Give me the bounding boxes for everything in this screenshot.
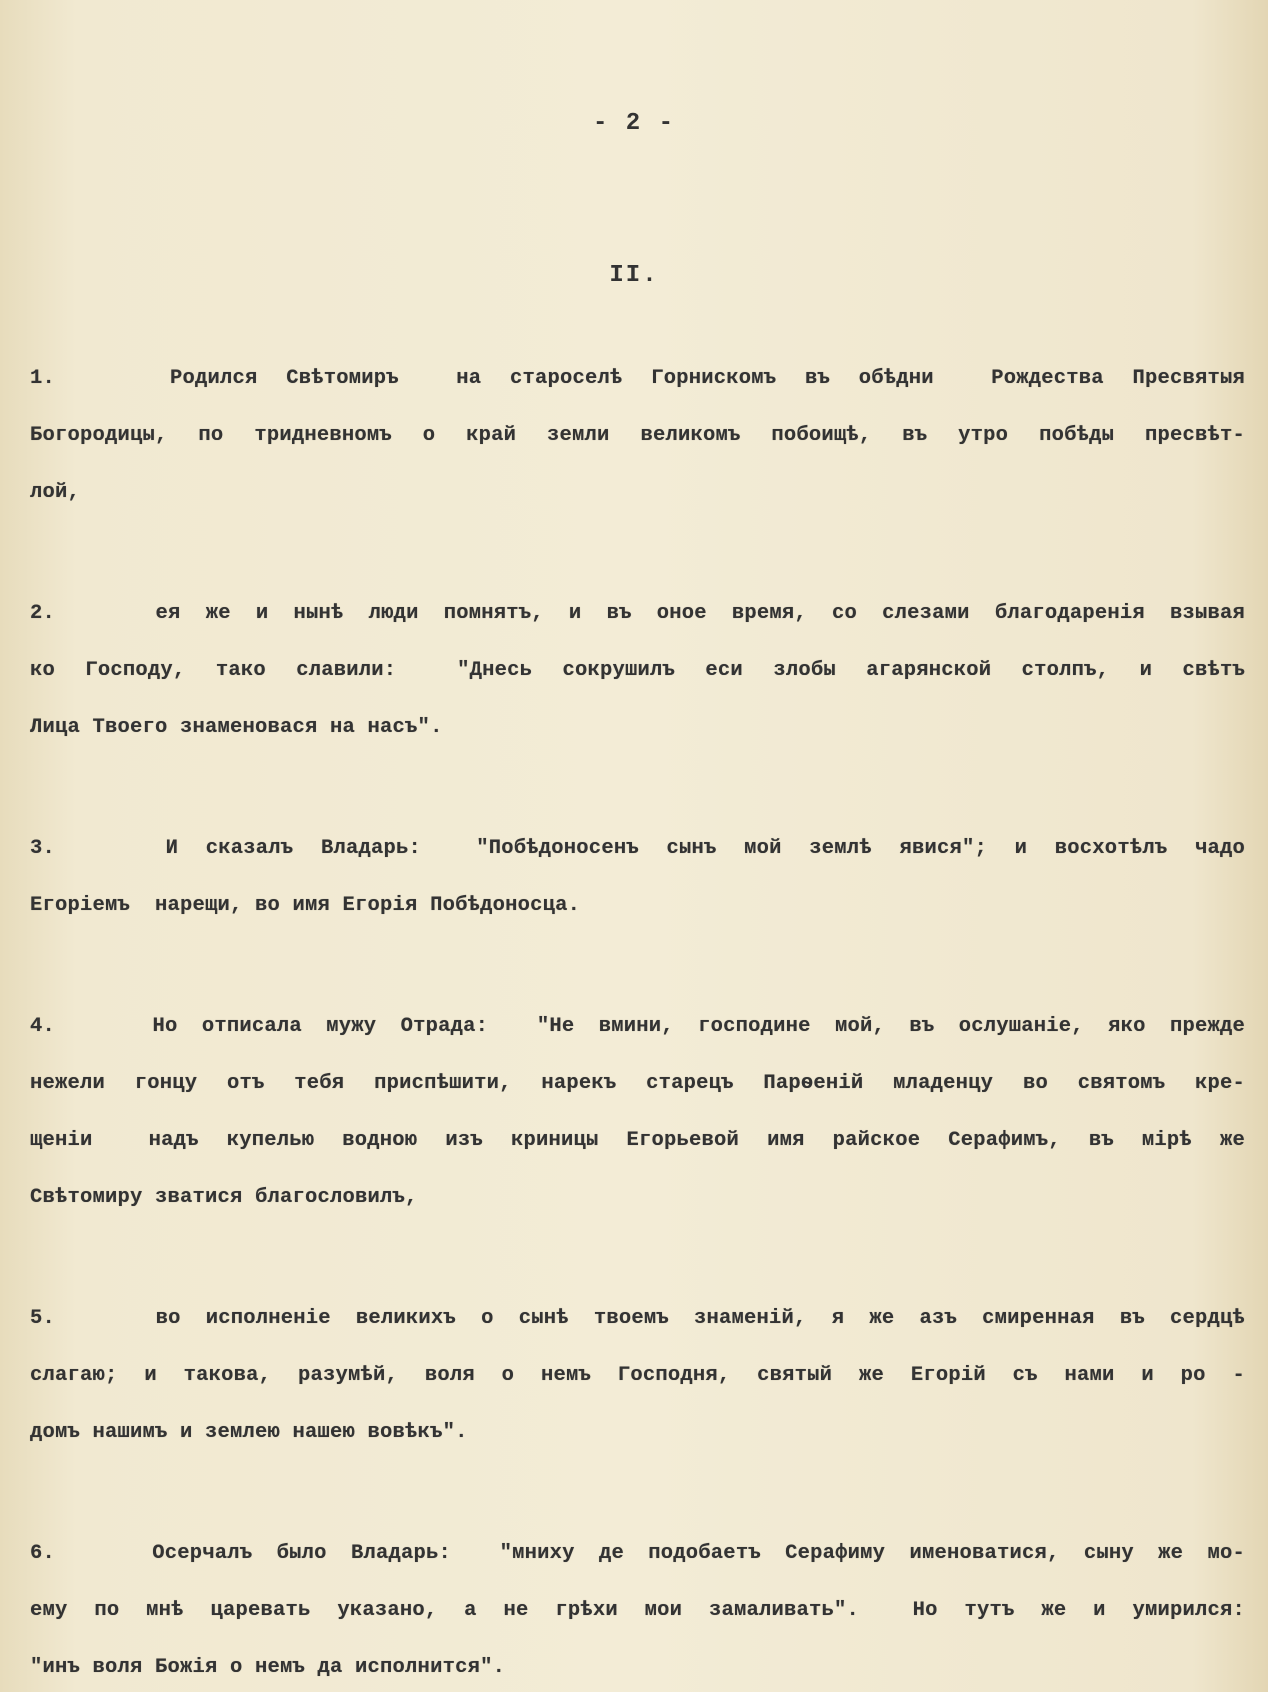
text-line: 5. во исполненіе великихъ о сынѣ твоемъ знаменій, я же азъ смиренная въ сердцѣ	[30, 1307, 1245, 1330]
text-line: слагаю; и такова, разумѣй, воля о немъ Господня, святый же Егорій съ нами и ро -	[30, 1364, 1245, 1387]
text-line: 4. Но отписала мужу Отрада: "Не вмини, господине мой, въ ослушаніе, яко прежде	[30, 1015, 1245, 1038]
text-line: нежели гонцу отъ тебя приспѣшити, нарекъ старецъ Парѳеній младенцу во святомъ кре-	[30, 1072, 1245, 1095]
text-line: Егоріемъ нарещи, во имя Егорія Побѣдоносца.	[30, 894, 581, 917]
paragraph-5	[30, 1290, 1245, 1461]
text-line: Богородицы, по тридневномъ о край земли великомъ побоищѣ, въ утро побѣды пресвѣт-	[30, 424, 1245, 447]
body-text	[30, 350, 1245, 1692]
chapter-heading: II.	[609, 262, 659, 289]
paragraph-1	[30, 350, 1245, 521]
text-line: домъ нашимъ и землею нашею вовѣкъ".	[30, 1421, 468, 1444]
paragraph-4	[30, 998, 1245, 1226]
text-line: ко Господу, тако славили: "Днесь сокрушилъ еси злобы агарянской столпъ, и свѣтъ	[30, 659, 1245, 682]
text-line: Лица Твоего знаменовася на насъ".	[30, 716, 443, 739]
paragraph-6	[30, 1525, 1245, 1692]
text-line: 1. Родился Свѣтомиръ на староселѣ Горнискомъ въ обѣдни Рождества Пресвятыя	[30, 367, 1245, 390]
text-line: лой,	[30, 481, 81, 504]
text-line: Свѣтомиру зватися благословилъ,	[30, 1186, 418, 1209]
text-line: 2. ея же и нынѣ люди помнятъ, и въ оное время, со слезами благодаренія взывая	[30, 602, 1245, 625]
text-line: 6. Осерчалъ было Владарь: "мниху де подобаетъ Серафиму именоватися, сыну же мо-	[30, 1542, 1245, 1565]
paragraph-2	[30, 585, 1245, 756]
text-line: щеніи надъ купелью водною изъ криницы Егорьевой имя райское Серафимъ, въ мірѣ же	[30, 1129, 1245, 1152]
paragraph-3	[30, 820, 1245, 934]
text-line: ему по мнѣ царевать указано, а не грѣхи мои замаливать". Но тутъ же и умирился:	[30, 1599, 1245, 1622]
page-number: - 2 -	[592, 110, 675, 137]
text-line: 3. И сказалъ Владарь: "Побѣдоносенъ сынъ мой землѣ явися"; и восхотѣлъ чадо	[30, 837, 1245, 860]
text-line: "инъ воля Божія о немъ да исполнится".	[30, 1656, 506, 1679]
